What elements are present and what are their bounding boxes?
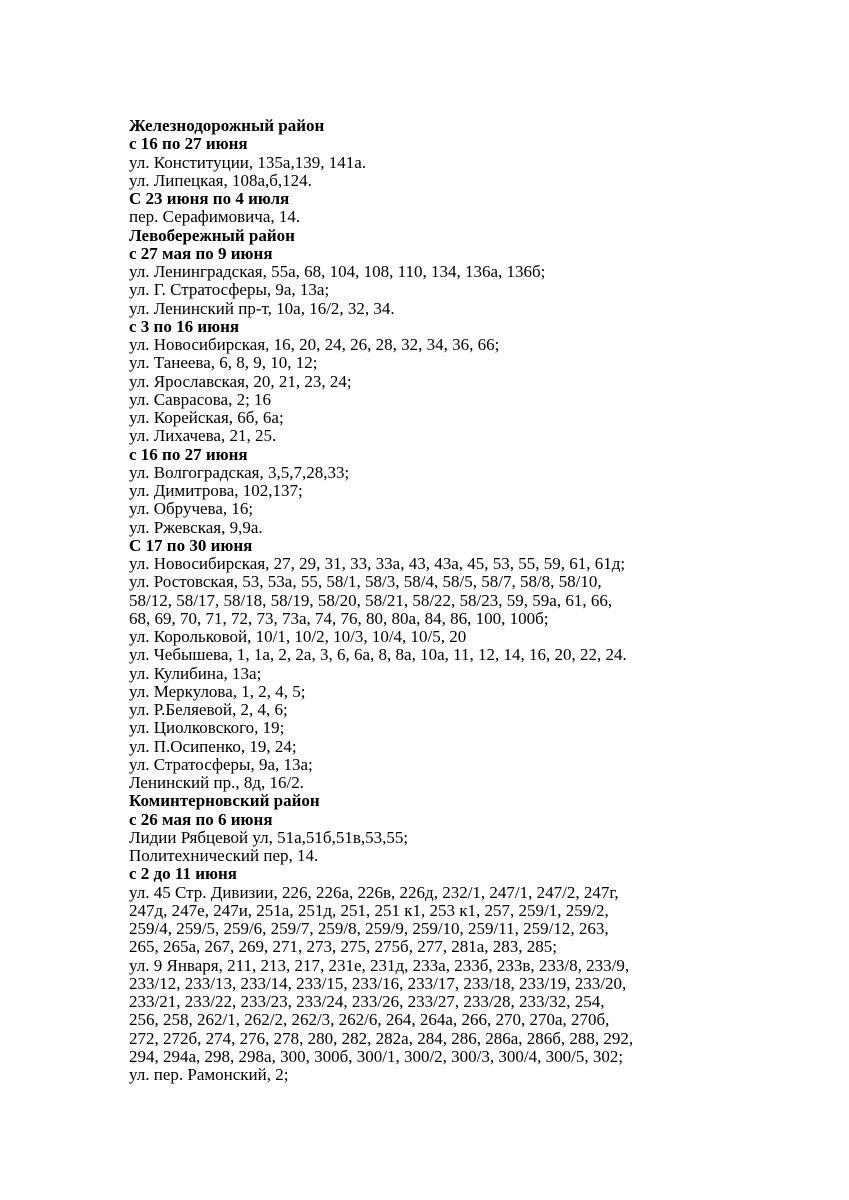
address-line: ул. Танеева, 6, 8, 9, 10, 12;: [129, 353, 318, 373]
address-line: 58/12, 58/17, 58/18, 58/19, 58/20, 58/21, 58/22, 58/23, 59, 59а, 61, 66,: [129, 590, 613, 610]
address-line: ул. Обручева, 16;: [129, 499, 254, 519]
section-heading: С 17 по 30 июня: [129, 535, 253, 555]
section-heading: с 16 по 27 июня: [129, 444, 248, 464]
address-line: ул. Ленинградская, 55а, 68, 104, 108, 110, 134, 136а, 136б;: [129, 262, 546, 281]
address-line: ул. Конституции, 135а,139, 141а.: [129, 152, 366, 172]
address-line: ул. Ленинский пр-т, 10а, 16/2, 32, 34.: [129, 298, 395, 318]
address-line: 233/21, 233/22, 233/23, 233/24, 233/26, 233/27, 233/28, 233/32, 254,: [129, 992, 605, 1011]
address-line: 265, 265а, 267, 269, 271, 273, 275, 275б, 277, 281а, 283, 285;: [129, 937, 557, 957]
section-heading: Железнодорожный район: [129, 116, 325, 135]
address-line: ул. Ржевская, 9,9а.: [129, 517, 263, 537]
address-line: ул. Р.Беляевой, 2, 4, 6;: [129, 700, 288, 719]
address-line: ул. Меркулова, 1, 2, 4, 5;: [129, 681, 306, 701]
section-heading: с 16 по 27 июня: [129, 134, 248, 154]
section-heading: с 26 мая по 6 июня: [129, 809, 273, 829]
address-line: ул. П.Осипенко, 19, 24;: [129, 736, 297, 756]
section-heading: Левобережный район: [129, 225, 295, 245]
address-line: 256, 258, 262/1, 262/2, 262/3, 262/6, 264, 264а, 266, 270, 270а, 270б,: [129, 1010, 610, 1030]
address-line: ул. Липецкая, 108а,б,124.: [129, 170, 312, 190]
address-line: ул. Саврасова, 2; 16: [129, 389, 272, 409]
address-line: ул. пер. Рамонский, 2;: [129, 1065, 289, 1084]
address-line: 233/12, 233/13, 233/14, 233/15, 233/16, 233/17, 233/18, 233/19, 233/20,: [129, 973, 627, 993]
address-line: ул. Кулибина, 13а;: [129, 663, 262, 683]
document-page: [129, 117, 829, 1084]
address-line: 247д, 247е, 247и, 251а, 251д, 251, 251 к1, 253 к1, 257, 259/1, 259/2,: [129, 900, 609, 920]
section-heading: с 3 по 16 июня: [129, 316, 240, 336]
address-line: ул. Чебышева, 1, 1а, 2, 2а, 3, 6, 6а, 8, 8а, 10а, 11, 12, 14, 16, 20, 22, 24.: [129, 645, 627, 665]
address-line: 294, 294а, 298, 298а, 300, 300б, 300/1, 300/2, 300/3, 300/4, 300/5, 302;: [129, 1046, 624, 1066]
address-line: 259/4, 259/5, 259/6, 259/7, 259/8, 259/9, 259/10, 259/11, 259/12, 263,: [129, 919, 609, 938]
address-line: ул. Корейская, 6б, 6а;: [129, 408, 284, 427]
address-line: ул. Лихачева, 21, 25.: [129, 426, 277, 446]
address-line: ул. Циолковского, 19;: [129, 718, 285, 738]
address-line: ул. Корольковой, 10/1, 10/2, 10/3, 10/4, 10/5, 20: [129, 627, 467, 646]
section-heading: с 2 до 11 июня: [129, 864, 237, 884]
address-line: ул. Новосибирская, 27, 29, 31, 33, 33а, 43, 43а, 45, 53, 55, 59, 61, 61д;: [129, 554, 626, 573]
address-line: ул. Новосибирская, 16, 20, 24, 26, 28, 32, 34, 36, 66;: [129, 335, 500, 354]
section-heading: с 27 мая по 9 июня: [129, 243, 273, 263]
address-line: пер. Серафимовича, 14.: [129, 207, 301, 227]
address-line: 272, 272б, 274, 276, 278, 280, 282, 282а, 284, 286, 286а, 286б, 288, 292,: [129, 1028, 634, 1048]
address-line: ул. Ярославская, 20, 21, 23, 24;: [129, 371, 352, 391]
address-line: ул. Г. Стратосферы, 9а, 13а;: [129, 280, 330, 300]
section-heading: С 23 июня по 4 июля: [129, 189, 290, 208]
address-line: ул. 45 Стр. Дивизии, 226, 226а, 226в, 226д, 232/1, 247/1, 247/2, 247г,: [129, 882, 619, 902]
address-line: ул. Ростовская, 53, 53а, 55, 58/1, 58/3, 58/4, 58/5, 58/7, 58/8, 58/10,: [129, 572, 602, 592]
address-line: ул. Стратосферы, 9а, 13а;: [129, 754, 313, 774]
address-line: ул. Димитрова, 102,137;: [129, 481, 303, 500]
address-line: Лидии Рябцевой ул, 51а,51б,51в,53,55;: [129, 827, 409, 847]
address-line: ул. 9 Января, 211, 213, 217, 231е, 231д, 233а, 233б, 233в, 233/8, 233/9,: [129, 955, 630, 975]
address-line: Ленинский пр., 8д, 16/2.: [129, 773, 304, 792]
section-heading: Коминтерновский район: [129, 791, 320, 811]
address-line: Политехнический пер, 14.: [129, 846, 319, 865]
address-line: 68, 69, 70, 71, 72, 73, 73а, 74, 76, 80, 80а, 84, 86, 100, 100б;: [129, 608, 549, 628]
address-line: ул. Волгоградская, 3,5,7,28,33;: [129, 462, 350, 482]
